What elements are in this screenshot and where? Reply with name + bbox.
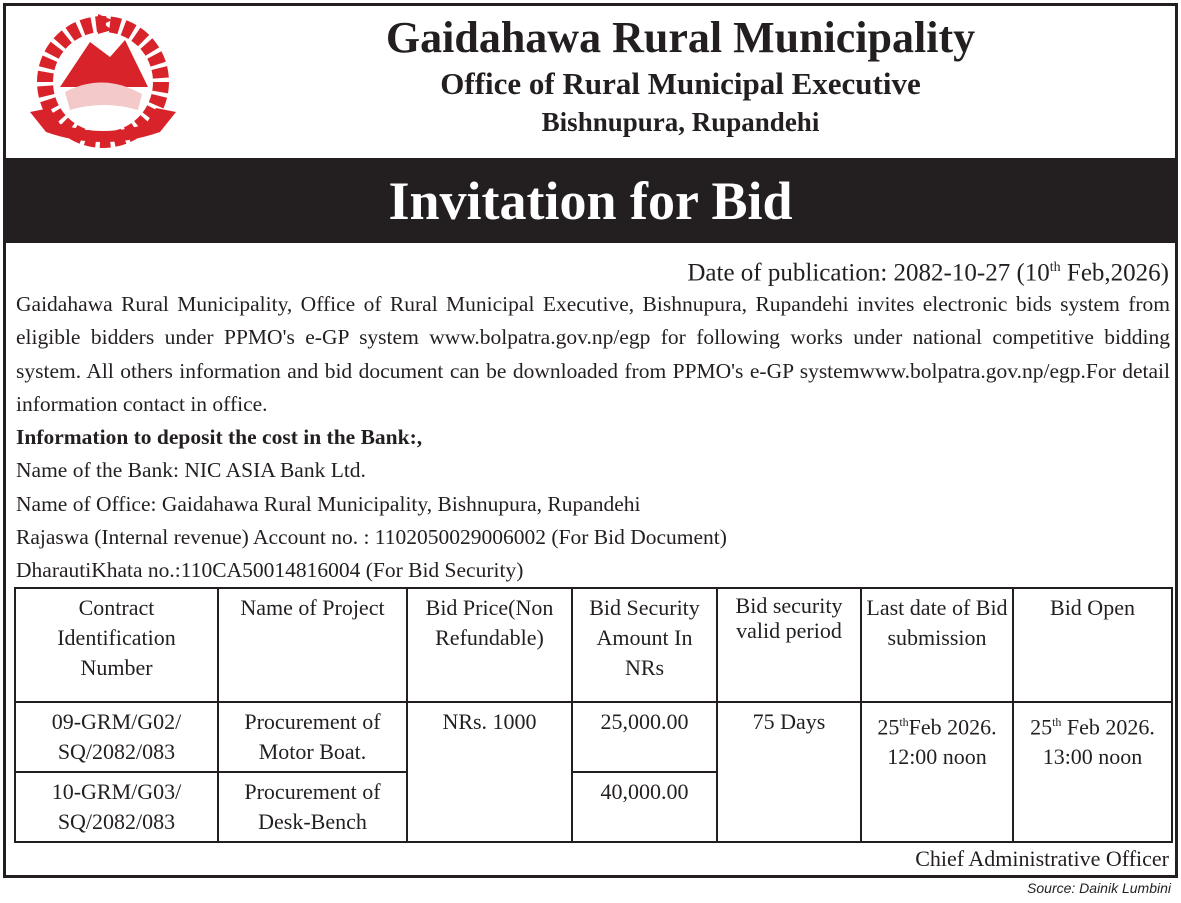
- notice-title: Invitation for Bid: [6, 159, 1175, 243]
- signatory: Chief Administrative Officer: [915, 846, 1169, 871]
- col-header: Name of Project: [218, 588, 407, 702]
- col-header: Last date of Bid submission: [861, 588, 1013, 702]
- last-submission-date: 25thFeb 2026. 12:00 noon: [861, 702, 1013, 842]
- valid-period: 75 Days: [717, 702, 861, 842]
- bank-info-heading: Information to deposit the cost in the Bank:,: [16, 425, 423, 450]
- col-header: Bid security valid period: [717, 588, 861, 702]
- deposit-account: DharautiKhata no.:110CA50014816004 (For Bid Security): [16, 558, 524, 583]
- publication-date: Date of publication: 2082-10-27 (10th Feb,2026): [687, 259, 1169, 287]
- project-name: Procurement of Desk-Bench: [218, 772, 407, 842]
- revenue-account: Rajaswa (Internal revenue) Account no. : 1102050029006002 (For Bid Document): [16, 525, 727, 550]
- col-header: Bid Security Amount In NRs: [572, 588, 717, 702]
- security-amount: 40,000.00: [572, 772, 717, 842]
- contract-id: 10-GRM/G03/ SQ/2082/083: [15, 772, 218, 842]
- office-address: Bishnupura, Rupandehi: [541, 107, 820, 137]
- notice-paragraph: Gaidahawa Rural Municipality, Office of Rural Municipal Executive, Bishnupura, Rupandehi invites electronic bids system from eligible bidders under PPMO's e-GP system www.bolpatra.gov.np/egp for following works under national competitive bidding system. All others information and bid document can be downloaded from PPMO's e-GP systemwww.bolpatra.gov.np/egp.For detail information contact in office.: [16, 292, 1170, 416]
- notice-frame: [3, 3, 1178, 878]
- header: [6, 6, 1175, 160]
- col-header: Contract Identification Number: [15, 588, 218, 702]
- security-amount: 25,000.00: [572, 702, 717, 772]
- table-header-row: [15, 588, 1172, 702]
- bid-price: NRs. 1000: [407, 702, 572, 842]
- office-name-line: Name of Office: Gaidahawa Rural Municipality, Bishnupura, Rupandehi: [16, 491, 641, 516]
- bank-name: Name of the Bank: NIC ASIA Bank Ltd.: [16, 458, 366, 483]
- contract-id: 09-GRM/G02/ SQ/2082/083: [15, 702, 218, 772]
- table-row: [15, 702, 1172, 772]
- project-name: Procurement of Motor Boat.: [218, 702, 407, 772]
- col-header: Bid Price(Non Refundable): [407, 588, 572, 702]
- source-credit: Source: Dainik Lumbini: [1027, 880, 1171, 896]
- emblem-logo: [20, 12, 186, 148]
- notice-body: [16, 288, 1170, 588]
- col-header: Bid Open: [1013, 588, 1172, 702]
- municipality-name: Gaidahawa Rural Municipality: [385, 13, 976, 62]
- bid-table: [14, 587, 1173, 843]
- office-name: Office of Rural Municipal Executive: [440, 66, 921, 101]
- bid-open-date: 25th Feb 2026. 13:00 noon: [1013, 702, 1172, 842]
